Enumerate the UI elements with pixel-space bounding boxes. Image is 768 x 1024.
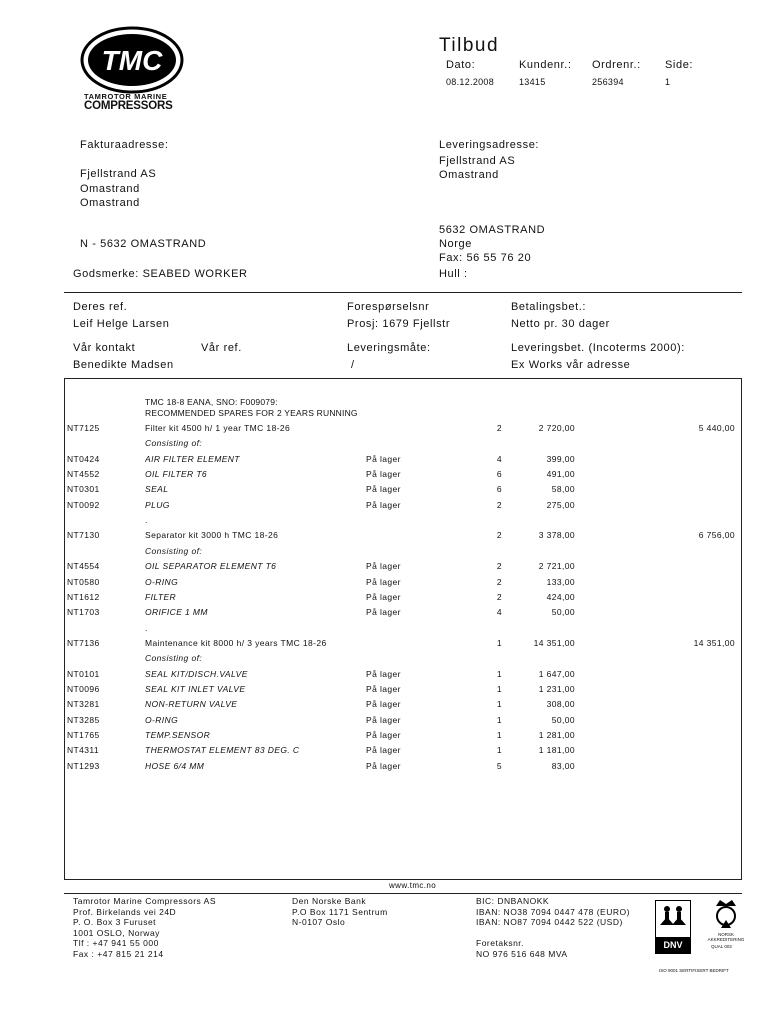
company-address [73, 896, 216, 959]
item-code: NT0092 [67, 499, 100, 510]
item-code: NT7136 [67, 637, 100, 648]
akkreditering-text: NORSK AKKREDITERING [707, 932, 745, 942]
delivery-method-label: Leveringsmåte: [347, 342, 431, 354]
company-line: Prof. Birkelands vei 24D [73, 906, 177, 917]
dnv-mark [655, 900, 691, 954]
item-unit-price: 50,00 [551, 714, 575, 725]
item-description: . [145, 622, 148, 633]
our-contact-label: Vår kontakt [73, 342, 136, 354]
delivery-line-2: Omastrand [439, 169, 499, 181]
delivery-terms-value: Ex Works vår adresse [511, 359, 631, 371]
item-unit-price: 1 231,00 [538, 683, 575, 694]
item-code: NT4552 [67, 469, 100, 480]
bank-details [476, 896, 630, 959]
item-quantity: 1 [496, 745, 502, 756]
page-label: Side: [665, 59, 694, 71]
iban-euro-line: IBAN: NO38 7094 0447 478 (EURO) [476, 906, 630, 917]
org-no-label: Foretaksnr. [476, 938, 525, 948]
bank-line: P.O Box 1171 Sentrum [292, 906, 388, 917]
item-line-total: 6 756,00 [698, 530, 735, 541]
item-code: NT0096 [67, 683, 100, 694]
item-stock-status: På lager [366, 683, 401, 694]
date-value: 08.12.2008 [446, 77, 495, 87]
item-stock-status: På lager [366, 453, 401, 464]
company-line: P. O. Box 3 Furuset [73, 917, 157, 927]
header-divider [64, 292, 742, 293]
item-quantity: 1 [496, 637, 502, 648]
table-row [67, 515, 739, 530]
bank-address [292, 896, 388, 928]
item-unit-price: 275,00 [546, 499, 575, 510]
customer-no-label: Kundenr.: [519, 59, 572, 71]
table-row [67, 684, 739, 699]
item-code: NT0424 [67, 453, 100, 464]
payment-terms-label: Betalingsbet.: [511, 301, 587, 313]
crown-icon [703, 898, 749, 932]
item-stock-status: På lager [366, 469, 401, 480]
item-description: THERMOSTAT ELEMENT 83 DEG. C [145, 745, 300, 756]
item-description: OIL FILTER T6 [145, 469, 208, 480]
item-code: NT1703 [67, 607, 100, 618]
intro-line-1: TMC 18-8 EANA, SNO: F009079: [145, 397, 278, 407]
table-row [67, 638, 739, 653]
hull-label: Hull : [439, 268, 468, 280]
date-label: Dato: [446, 59, 476, 71]
delivery-terms-label: Leveringsbet. (Incoterms 2000): [511, 342, 685, 354]
table-row [67, 500, 739, 515]
item-stock-status: På lager [366, 484, 401, 495]
delivery-method-value: / [351, 359, 355, 371]
item-code: NT7125 [67, 423, 100, 433]
item-description: OIL SEPARATOR ELEMENT T6 [145, 561, 277, 572]
billing-label: Fakturaadresse: [80, 139, 169, 151]
delivery-postal: 5632 OMASTRAND [439, 224, 546, 236]
their-ref-value: Leif Helge Larsen [73, 318, 170, 330]
inquiry-no-label: Forespørselsnr [347, 301, 430, 313]
item-description: HOSE 6/4 MM [145, 760, 205, 771]
item-unit-price: 133,00 [546, 576, 575, 587]
item-quantity: 2 [496, 591, 502, 602]
order-no-value: 256394 [592, 77, 624, 87]
item-quantity: 2 [496, 530, 502, 541]
item-description: Filter kit 4500 h/ 1 year TMC 18-26 [145, 423, 291, 433]
table-row [67, 745, 739, 760]
item-quantity: 2 [496, 423, 502, 433]
logo-line2: COMPRESSORS [84, 100, 173, 112]
table-row [67, 454, 739, 469]
item-unit-price: 2 720,00 [538, 423, 575, 433]
item-description: SEAL KIT/DISCH.VALVE [145, 668, 248, 679]
table-row [67, 484, 739, 499]
project-value: Prosj: 1679 Fjellstr [347, 318, 451, 330]
item-description: AIR FILTER ELEMENT [145, 453, 240, 464]
intro-line-2: RECOMMENDED SPARES FOR 2 YEARS RUNNING [145, 408, 358, 418]
table-row [67, 669, 739, 684]
item-quantity: 1 [496, 730, 502, 740]
item-stock-status: På lager [366, 699, 401, 710]
item-description: ORIFICE 1 MM [145, 607, 208, 618]
item-stock-status: På lager [366, 591, 401, 602]
item-code: NT3281 [67, 699, 100, 710]
item-quantity: 4 [496, 453, 502, 464]
table-row [67, 546, 739, 561]
customer-no-value: 13415 [519, 77, 546, 87]
item-stock-status: På lager [366, 576, 401, 587]
item-description: O-RING [145, 576, 179, 587]
delivery-label: Leveringsadresse: [439, 139, 540, 151]
bic-line: BIC: DNBANOKK [476, 896, 550, 906]
item-quantity: 2 [496, 576, 502, 587]
table-row [67, 730, 739, 745]
table-row [67, 530, 739, 545]
item-unit-price: 58,00 [551, 484, 575, 495]
item-code: NT0580 [67, 576, 100, 587]
goods-mark: Godsmerke: SEABED WORKER [73, 268, 248, 280]
item-code: NT3285 [67, 714, 100, 725]
item-unit-price: 50,00 [551, 607, 575, 618]
item-unit-price: 14 351,00 [533, 637, 575, 648]
item-unit-price: 83,00 [551, 760, 575, 771]
logo-line1: TAMROTOR MARINE [84, 92, 168, 101]
document-title: Tilbud [439, 35, 500, 56]
table-row [67, 623, 739, 638]
table-row [67, 438, 739, 453]
item-description: FILTER [145, 591, 177, 602]
item-stock-status: På lager [366, 607, 401, 618]
company-line: Fax : +47 815 21 214 [73, 948, 164, 959]
item-quantity: 2 [496, 561, 502, 572]
delivery-country: Norge [439, 238, 472, 250]
item-stock-status: På lager [366, 760, 401, 771]
item-stock-status: På lager [366, 745, 401, 756]
akkreditering-mark [703, 898, 749, 958]
company-line: Tamrotor Marine Compressors AS [73, 896, 217, 906]
item-line-total: 14 351,00 [693, 637, 735, 648]
iso-text: ISO 9001 SERTIFISERT BEDRIFT [659, 968, 729, 973]
item-description: SEAL KIT INLET VALVE [145, 683, 246, 694]
item-stock-status: På lager [366, 730, 401, 740]
item-description: TEMP.SENSOR [145, 730, 211, 740]
item-code: NT0101 [67, 668, 100, 679]
billing-line-3: Omastrand [80, 197, 140, 209]
item-quantity: 5 [496, 760, 502, 771]
item-description: O-RING [145, 714, 179, 725]
bank-line: N-0107 Oslo [292, 917, 346, 927]
item-unit-price: 424,00 [546, 591, 575, 602]
item-code: NT4554 [67, 561, 100, 572]
delivery-line-1: Fjellstrand AS [439, 155, 516, 167]
item-quantity: 1 [496, 714, 502, 725]
item-code: NT4311 [67, 745, 100, 756]
item-quantity: 1 [496, 668, 502, 679]
item-quantity: 6 [496, 484, 502, 495]
item-description: Consisting of: [145, 438, 203, 449]
item-unit-price: 1 181,00 [538, 745, 575, 756]
company-line: Tlf : +47 941 55 000 [73, 938, 159, 948]
table-row [67, 561, 739, 576]
item-quantity: 6 [496, 469, 502, 480]
item-description: Maintenance kit 8000 h/ 3 years TMC 18-26 [145, 637, 327, 648]
item-code: NT1612 [67, 591, 100, 602]
item-description: SEAL [145, 484, 169, 495]
our-contact-value: Benedikte Madsen [73, 359, 174, 371]
table-row [67, 469, 739, 484]
item-stock-status: På lager [366, 499, 401, 510]
item-description: Consisting of: [145, 653, 203, 664]
item-unit-price: 491,00 [546, 469, 575, 480]
org-no-value: NO 976 516 648 MVA [476, 948, 568, 959]
item-description: PLUG [145, 499, 170, 510]
bank-line: Den Norske Bank [292, 896, 367, 906]
item-code: NT1765 [67, 730, 100, 740]
item-description: NON-RETURN VALVE [145, 699, 238, 710]
order-no-label: Ordrenr.: [592, 59, 641, 71]
certification-marks [655, 898, 750, 976]
billing-line-1: Fjellstrand AS [80, 168, 157, 180]
item-stock-status: På lager [366, 668, 401, 679]
table-row [67, 699, 739, 714]
item-unit-price: 399,00 [546, 453, 575, 464]
item-unit-price: 308,00 [546, 699, 575, 710]
table-row [67, 653, 739, 668]
item-description: . [145, 515, 148, 526]
item-quantity: 1 [496, 699, 502, 710]
footer-divider [64, 893, 742, 894]
item-unit-price: 1 281,00 [538, 730, 575, 740]
logo-brand: TMC [101, 45, 163, 76]
table-row [67, 577, 739, 592]
item-stock-status: På lager [366, 714, 401, 725]
item-code: NT7130 [67, 530, 100, 541]
item-description: Consisting of: [145, 545, 203, 556]
spacer [476, 928, 630, 939]
billing-postal: N - 5632 OMASTRAND [80, 238, 207, 250]
table-row [67, 607, 739, 622]
dnv-text: DNV [656, 937, 690, 953]
item-quantity: 4 [496, 607, 502, 618]
item-description: Separator kit 3000 h TMC 18-26 [145, 530, 279, 541]
payment-terms-value: Netto pr. 30 dager [511, 318, 610, 330]
page-value: 1 [665, 77, 671, 87]
item-unit-price: 2 721,00 [538, 561, 575, 572]
table-row [67, 423, 739, 438]
item-code: NT0301 [67, 484, 100, 495]
table-row [67, 592, 739, 607]
company-logo [80, 26, 184, 114]
website[interactable]: www.tmc.no [389, 881, 437, 890]
item-unit-price: 3 378,00 [538, 530, 575, 541]
item-unit-price: 1 647,00 [538, 668, 575, 679]
qual-code: QUAL 002 [711, 944, 732, 949]
delivery-fax: Fax: 56 55 76 20 [439, 252, 532, 264]
billing-line-2: Omastrand [80, 183, 140, 195]
their-ref-label: Deres ref. [73, 301, 128, 313]
item-line-total: 5 440,00 [698, 423, 735, 433]
item-stock-status: På lager [366, 561, 401, 572]
iban-usd-line: IBAN: NO87 7094 0442 522 (USD) [476, 917, 623, 927]
item-quantity: 2 [496, 499, 502, 510]
table-row [67, 761, 739, 776]
item-code: NT1293 [67, 760, 100, 771]
dnv-figures-icon [656, 903, 690, 935]
company-line: 1001 OSLO, Norway [73, 927, 160, 938]
table-row [67, 715, 739, 730]
our-ref-label: Vår ref. [201, 342, 242, 354]
item-quantity: 1 [496, 683, 502, 694]
